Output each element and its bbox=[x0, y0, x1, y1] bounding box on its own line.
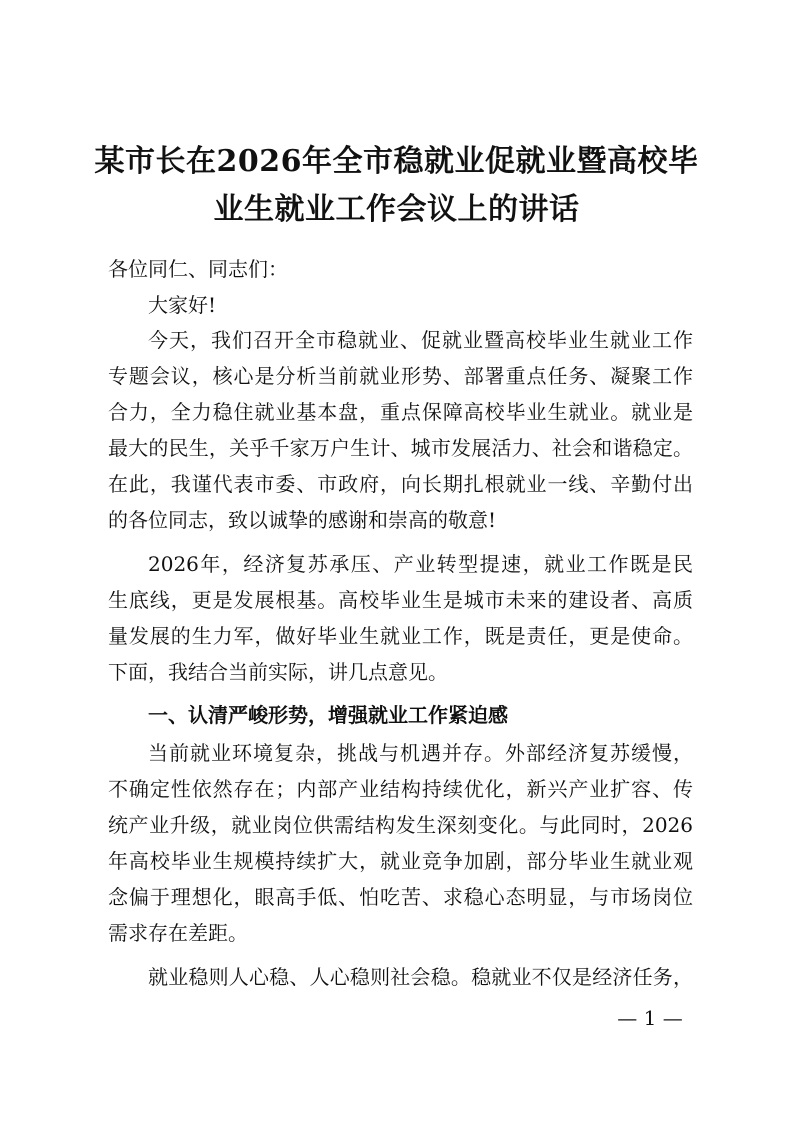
paragraph-1-line: 合力，全力稳住就业基本盘，重点保障高校毕业生就业。就业是 bbox=[108, 400, 693, 424]
paragraph-3-line: 当前就业环境复杂，挑战与机遇并存。外部经济复苏缓慢， bbox=[148, 741, 693, 765]
paragraph-2-line: 2026年，经济复苏承压、产业转型提速，就业工作既是民 bbox=[148, 552, 693, 576]
paragraph-1-line: 在此，我谨代表市委、市政府，向长期扎根就业一线、辛勤付出 bbox=[108, 472, 693, 496]
paragraph-3-line: 不确定性依然存在；内部产业结构持续优化，新兴产业扩容、传 bbox=[108, 777, 693, 801]
paragraph-3-line: 需求存在差距。 bbox=[108, 921, 248, 945]
paragraph-1-line: 今天，我们召开全市稳就业、促就业暨高校毕业生就业工作 bbox=[148, 328, 693, 352]
section-1-heading: 一、认清严峻形势，增强就业工作紧迫感 bbox=[148, 703, 508, 727]
paragraph-3-line: 年高校毕业生规模持续扩大，就业竞争加剧，部分毕业生就业观 bbox=[108, 849, 693, 873]
paragraph-1-line: 的各位同志，致以诚挚的感谢和崇高的敬意! bbox=[108, 508, 497, 532]
greeting: 大家好! bbox=[148, 293, 217, 317]
paragraph-2-line: 下面，我结合当前实际，讲几点意见。 bbox=[108, 660, 448, 684]
paragraph-4-line: 就业稳则人心稳、人心稳则社会稳。稳就业不仅是经济任务， bbox=[148, 965, 693, 989]
salutation: 各位同仁、同志们： bbox=[108, 257, 288, 281]
paragraph-3-line: 念偏于理想化，眼高手低、怕吃苦、求稳心态明显，与市场岗位 bbox=[108, 885, 693, 909]
paragraph-2-line: 生底线，更是发展根基。高校毕业生是城市未来的建设者、高质 bbox=[108, 588, 693, 612]
page-number: — 1 — bbox=[617, 1006, 683, 1030]
paragraph-1-line: 最大的民生，关乎千家万户生计、城市发展活力、社会和谐稳定。 bbox=[108, 436, 693, 460]
document-title-line-2: 业生就业工作会议上的讲话 bbox=[213, 192, 580, 227]
document-title-line-1: 某市长在2026年全市稳就业促就业暨高校毕 bbox=[94, 144, 699, 179]
paragraph-1-line: 专题会议，核心是分析当前就业形势、部署重点任务、凝聚工作 bbox=[108, 364, 693, 388]
paragraph-2-line: 量发展的生力军，做好毕业生就业工作，既是责任，更是使命。 bbox=[108, 624, 693, 648]
paragraph-3-line: 统产业升级，就业岗位供需结构发生深刻变化。与此同时，2026 bbox=[108, 813, 693, 837]
